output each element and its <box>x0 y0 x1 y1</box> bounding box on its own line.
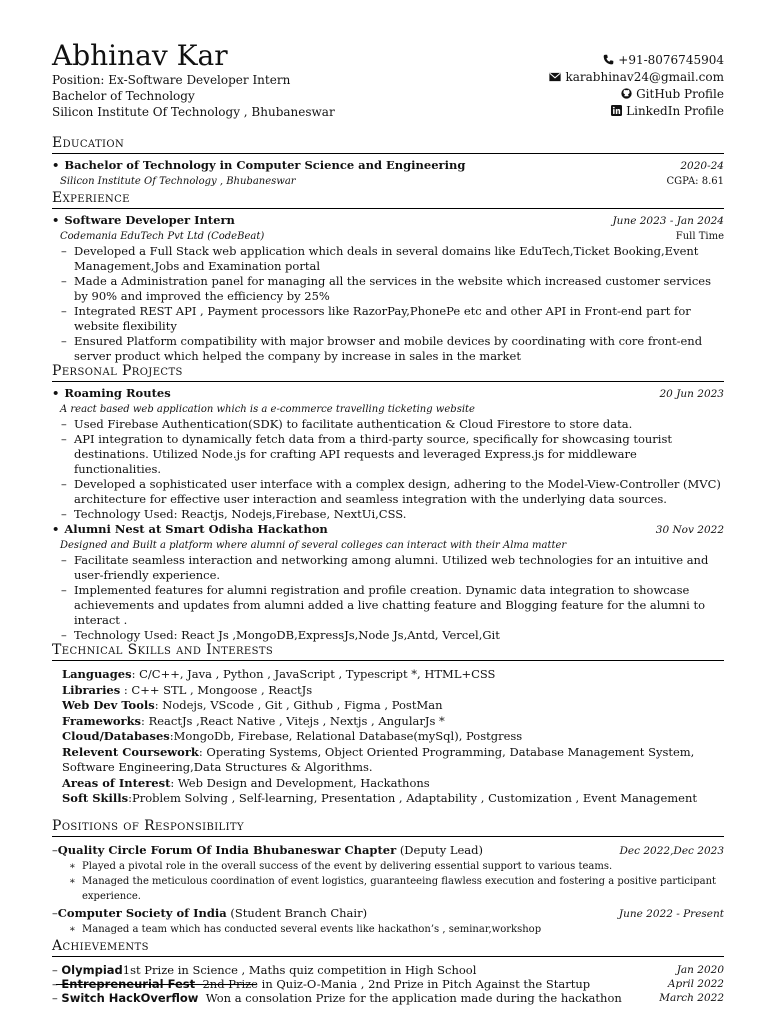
skill-row-libraries: Libraries : C++ STL , Mongoose , ReactJs <box>62 682 313 697</box>
list-item: – Developed a sophisticated user interface with a complex design, adhering to the Model-View-Controller (MVC) architecture for effective user interaction and seamless integration with the underlying data sources. <box>74 477 724 507</box>
linkedin-label: LinkedIn Profile <box>626 104 724 118</box>
list-item: – Developed a Full Stack web application which deals in several domains like EduTech,Ticket Booking,Event Management,Jobs and Examination portal <box>74 244 724 274</box>
phone-number: +91-8076745904 <box>618 53 724 67</box>
skills-heading: Technical Skills and Interests <box>52 643 724 661</box>
list-item: – Technology Used: React Js ,MongoDB,ExpressJs,Node Js,Antd, Vercel,Git <box>74 628 724 643</box>
list-item: – Ensured Platform compatibility with major browser and mobile devices by coordinating with core front-end server product which helped the company by increase in sales in the market <box>74 334 724 364</box>
project-points <box>52 417 724 522</box>
achievements-heading: Achievements <box>52 939 724 957</box>
skill-row-web-dev-tools: Web Dev Tools: Nodejs, VScode , Git , Github , Figma , PostMan <box>62 698 443 712</box>
achievement-entrepreneurial-fest: – Entrepreneurial Fest 2nd Prize in Quiz-O-Mania , 2nd Prize in Pitch Against the Startup April 2022 <box>52 976 724 991</box>
linkedin-icon <box>611 105 622 116</box>
footnote-divider <box>56 984 256 985</box>
company-name: Codemania EduTech Pvt Ltd (CodeBeat) <box>60 231 265 242</box>
list-item: ∗ Managed a team which has conducted several events like hackathon’s , seminar,workshop <box>82 922 724 937</box>
list-item: – API integration to dynamically fetch data from a third-party source, specifically for showcasing tourist destinations. Utilized Node.js for crafting API requests and leveraged Express.js for middleware functionalities. <box>74 432 724 477</box>
list-item: – Technology Used: Reactjs, Nodejs,Firebase, NextUi,CSS. <box>74 507 724 522</box>
achievement-switch-hackoverflow: – Switch HackOverflow Won a consolation Prize for the application made during the hackathon March 2022 <box>52 990 724 1005</box>
phone-contact[interactable] <box>549 52 724 69</box>
positions-heading: Positions of Responsibility <box>52 819 724 837</box>
list-item: ∗ Played a pivotal role in the overall success of the event by delivering essential support to various teams. <box>82 859 724 874</box>
projects-heading: Personal Projects <box>52 364 724 382</box>
envelope-icon <box>549 72 561 82</box>
list-item: – Made a Administration panel for managing all the services in the website which increased customer services by 90% and improved the efficiency by 25% <box>74 274 724 304</box>
education-dates: 2020-24 <box>680 160 724 172</box>
email-contact[interactable] <box>549 69 724 86</box>
github-link[interactable] <box>549 86 724 103</box>
email-address: karabhinav24@gmail.com <box>565 70 724 84</box>
position-entry-qcfi <box>52 843 724 904</box>
position-dates: June 2022 - Present <box>618 907 724 920</box>
skills-list <box>52 667 724 807</box>
list-item: – Implemented features for alumni registration and profile creation. Dynamic data integration to showcase achievements and updates from alumni added a live chatting feature and Blogging feature for the alumni to interact . <box>74 583 724 628</box>
education-heading: Education <box>52 136 724 154</box>
project-entry-alumni-nest <box>52 522 724 643</box>
skill-row-cloud-databases: Cloud/Databases:MongoDb, Firebase, Relational Database(mySql), Postgress <box>62 729 523 743</box>
github-icon <box>621 88 632 99</box>
list-item: – Facilitate seamless interaction and networking among alumni. Utilized web technologies for an intuitive and user-friendly experience. <box>74 553 724 583</box>
institute-line: Silicon Institute Of Technology , Bhubaneswar <box>52 105 335 119</box>
list-item: ∗ Managed the meticulous coordination of event logistics, guaranteeing flawless execution and fostering a positive participant experience. <box>82 874 724 904</box>
degree-line: Bachelor of Technology <box>52 89 195 103</box>
employment-type: Full Time <box>675 231 724 242</box>
position-line: Position: Ex-Software Developer Intern <box>52 73 291 87</box>
linkedin-link[interactable] <box>549 103 724 120</box>
achievement-olympiad: – Olympiad1st Prize in Science , Maths quiz competition in High School Jan 2020 <box>52 962 724 977</box>
skill-row-frameworks: Frameworks: ReactJs ,React Native , Vitejs , Nextjs , AngularJs * <box>62 713 445 728</box>
resume-header <box>52 40 724 120</box>
project-date: 30 Nov 2022 <box>655 524 724 536</box>
project-description: Designed and Built a platform where alumni of several colleges can interact with their Alma matter <box>60 540 567 551</box>
experience-entry <box>52 213 724 364</box>
position-dates: Dec 2022,Dec 2023 <box>619 844 724 857</box>
experience-points <box>52 244 724 364</box>
resume-page <box>52 40 724 1005</box>
position-title: –Quality Circle Forum Of India Bhubaneswar Chapter (Deputy Lead) <box>52 842 484 857</box>
education-entry <box>52 158 724 189</box>
skill-row-areas-of-interest: Areas of Interest: Web Design and Development, Hackathons <box>62 775 430 790</box>
list-item: – Used Firebase Authentication(SDK) to facilitate authentication & Cloud Firestore to store data. <box>74 417 724 432</box>
phone-icon <box>603 54 614 65</box>
experience-dates: June 2023 - Jan 2024 <box>612 215 724 227</box>
position-title: –Computer Society of India (Student Branch Chair) <box>52 905 368 920</box>
position-points <box>52 922 724 937</box>
project-entry-roaming-routes <box>52 386 724 522</box>
github-label: GitHub Profile <box>636 87 724 101</box>
skill-row-soft-skills: Soft Skills:Problem Solving , Self-learning, Presentation , Adaptability , Customization , Event Management <box>62 791 698 805</box>
project-date: 20 Jun 2023 <box>659 388 724 400</box>
candidate-name: Abhinav Kar <box>52 39 228 72</box>
role-title: • Software Developer Intern <box>52 213 235 228</box>
list-item: – Integrated REST API , Payment processors like RazorPay,PhonePe etc and other API in Front-end part for website flexibility <box>74 304 724 334</box>
project-name: • Roaming Routes <box>52 386 171 401</box>
position-points <box>52 859 724 904</box>
cgpa-value: CGPA: 8.61 <box>666 176 724 187</box>
experience-heading: Experience <box>52 191 724 209</box>
project-description: A react based web application which is a e-commerce travelling ticketing website <box>60 404 475 415</box>
skill-row-languages: Languages: C/C++, Java , Python , JavaScript , Typescript *, HTML+CSS <box>62 667 496 681</box>
school-name: Silicon Institute Of Technology , Bhubaneswar <box>60 176 296 187</box>
project-points <box>52 553 724 643</box>
project-name: • Alumni Nest at Smart Odisha Hackathon <box>52 522 328 537</box>
degree-title: • Bachelor of Technology in Computer Science and Engineering <box>52 158 465 173</box>
skill-row-coursework: Relevent Coursework: Operating Systems, Object Oriented Programming, Database Management System, Software Engineering,Data Structures & Algorithms. <box>62 744 695 774</box>
contact-block <box>549 52 724 120</box>
position-entry-csi <box>52 906 724 937</box>
